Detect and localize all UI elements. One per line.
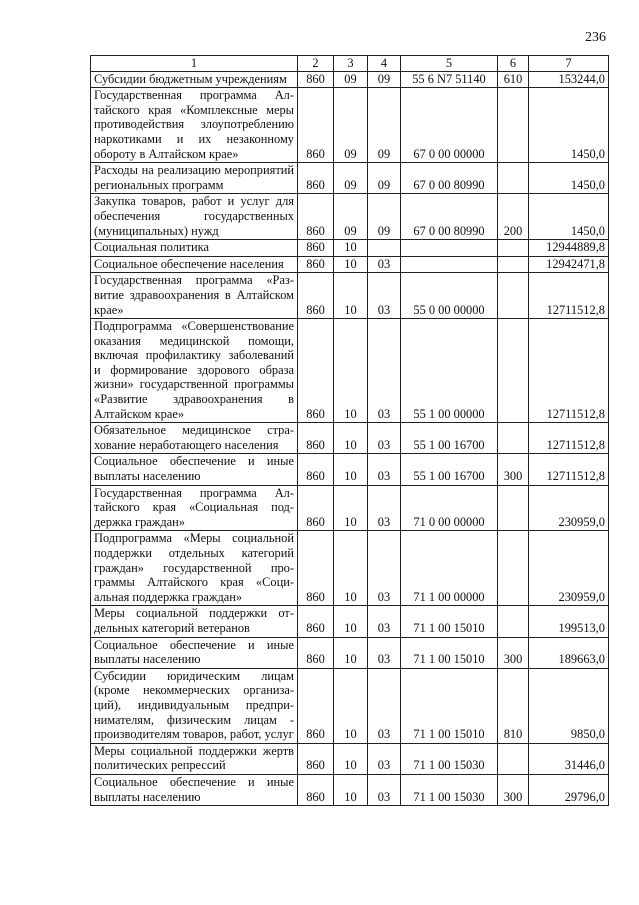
- column-header: 3: [334, 56, 368, 72]
- section-cell: 10: [334, 273, 368, 319]
- admin-code-cell: 860: [298, 319, 334, 423]
- amount-cell: 12944889,8: [529, 240, 609, 257]
- expense-type-cell: [498, 606, 529, 637]
- target-article-cell: 67 0 00 80990: [401, 194, 498, 240]
- section-cell: 10: [334, 743, 368, 774]
- item-name-cell: Социальное обеспечение населения: [91, 256, 298, 273]
- target-article-cell: 71 1 00 15030: [401, 774, 498, 805]
- table-row: [91, 454, 609, 485]
- admin-code-cell: 860: [298, 531, 334, 606]
- target-article-cell: 71 1 00 15010: [401, 606, 498, 637]
- subsection-cell: 03: [368, 637, 401, 668]
- expense-type-cell: [498, 531, 529, 606]
- table-row: [91, 637, 609, 668]
- admin-code-cell: 860: [298, 668, 334, 743]
- expense-type-cell: [498, 256, 529, 273]
- item-name-cell: Обязательное медицинское страхование неработающего населения: [91, 423, 298, 454]
- amount-cell: 9850,0: [529, 668, 609, 743]
- amount-cell: 230959,0: [529, 531, 609, 606]
- target-article-cell: 71 1 00 15010: [401, 637, 498, 668]
- subsection-cell: 03: [368, 531, 401, 606]
- section-cell: 09: [334, 88, 368, 163]
- target-article-cell: 67 0 00 80990: [401, 163, 498, 194]
- item-name-cell: Расходы на реализацию мероприятий региональных программ: [91, 163, 298, 194]
- amount-cell: 12711512,8: [529, 319, 609, 423]
- admin-code-cell: 860: [298, 273, 334, 319]
- table-row: [91, 743, 609, 774]
- table-row: [91, 606, 609, 637]
- expense-type-cell: 300: [498, 637, 529, 668]
- admin-code-cell: 860: [298, 423, 334, 454]
- section-cell: 10: [334, 606, 368, 637]
- item-name-cell: Государственная программа «Развитие здравоохранения в Алтайском крае»: [91, 273, 298, 319]
- item-name-cell: Государственная программа Алтайского края «Комплексные меры противодействия злоупотреблению наркотиками и их незаконному обороту в Алтайском крае»: [91, 88, 298, 163]
- expense-type-cell: [498, 485, 529, 531]
- amount-cell: 1450,0: [529, 194, 609, 240]
- subsection-cell: 09: [368, 71, 401, 88]
- amount-cell: 1450,0: [529, 163, 609, 194]
- admin-code-cell: 860: [298, 637, 334, 668]
- item-name-cell: Социальное обеспечение и иные выплаты населению: [91, 637, 298, 668]
- expense-type-cell: [498, 240, 529, 257]
- column-header: 4: [368, 56, 401, 72]
- column-header: 6: [498, 56, 529, 72]
- target-article-cell: 55 1 00 16700: [401, 423, 498, 454]
- column-header: 1: [91, 56, 298, 72]
- section-cell: 09: [334, 71, 368, 88]
- item-name-cell: Социальное обеспечение и иные выплаты населению: [91, 454, 298, 485]
- expense-type-cell: 610: [498, 71, 529, 88]
- expense-type-cell: 300: [498, 454, 529, 485]
- table-row: [91, 485, 609, 531]
- table-row: [91, 319, 609, 423]
- target-article-cell: 55 6 N7 51140: [401, 71, 498, 88]
- amount-cell: 12942471,8: [529, 256, 609, 273]
- column-header: 5: [401, 56, 498, 72]
- page-number: 236: [585, 30, 606, 45]
- target-article-cell: 55 1 00 16700: [401, 454, 498, 485]
- item-name-cell: Социальная политика: [91, 240, 298, 257]
- table-row: [91, 256, 609, 273]
- admin-code-cell: 860: [298, 163, 334, 194]
- table-row: [91, 194, 609, 240]
- section-cell: 10: [334, 240, 368, 257]
- item-name-cell: Подпрограмма «Совершенствование оказания медицинской помощи, включая профилактику заболеваний и формирование здорового образа жизни» государственной программы «Развитие здравоохранения в Алтайском крае»: [91, 319, 298, 423]
- expense-type-cell: [498, 88, 529, 163]
- subsection-cell: 09: [368, 194, 401, 240]
- target-article-cell: [401, 256, 498, 273]
- target-article-cell: 71 1 00 15030: [401, 743, 498, 774]
- admin-code-cell: 860: [298, 240, 334, 257]
- section-cell: 09: [334, 163, 368, 194]
- section-cell: 10: [334, 319, 368, 423]
- admin-code-cell: 860: [298, 71, 334, 88]
- amount-cell: 12711512,8: [529, 423, 609, 454]
- section-cell: 10: [334, 531, 368, 606]
- section-cell: 10: [334, 454, 368, 485]
- subsection-cell: 09: [368, 88, 401, 163]
- item-name-cell: Подпрограмма «Меры социальной поддержки отдельных категорий граждан» государственной программы Алтайского края «Социальная поддержка граждан»: [91, 531, 298, 606]
- table-row: [91, 774, 609, 805]
- admin-code-cell: 860: [298, 743, 334, 774]
- table-row: [91, 273, 609, 319]
- subsection-cell: 03: [368, 319, 401, 423]
- subsection-cell: 03: [368, 273, 401, 319]
- subsection-cell: 03: [368, 774, 401, 805]
- table-row: [91, 423, 609, 454]
- item-name-cell: Закупка товаров, работ и услуг для обеспечения государственных (муниципальных) нужд: [91, 194, 298, 240]
- target-article-cell: 71 1 00 15010: [401, 668, 498, 743]
- subsection-cell: 03: [368, 454, 401, 485]
- section-cell: 10: [334, 423, 368, 454]
- admin-code-cell: 860: [298, 454, 334, 485]
- target-article-cell: 71 1 00 00000: [401, 531, 498, 606]
- target-article-cell: 55 1 00 00000: [401, 319, 498, 423]
- item-name-cell: Субсидии юридическим лицам (кроме некоммерческих организаций), индивидуальным предпринимателям, физическим лицам - производителям товаров, работ, услуг: [91, 668, 298, 743]
- subsection-cell: 03: [368, 743, 401, 774]
- amount-cell: 29796,0: [529, 774, 609, 805]
- target-article-cell: 55 0 00 00000: [401, 273, 498, 319]
- subsection-cell: 09: [368, 163, 401, 194]
- item-name-cell: Субсидии бюджетным учреждениям: [91, 71, 298, 88]
- subsection-cell: 03: [368, 485, 401, 531]
- section-cell: 10: [334, 774, 368, 805]
- item-name-cell: Меры социальной поддержки отдельных категорий ветеранов: [91, 606, 298, 637]
- column-header: 7: [529, 56, 609, 72]
- budget-table: [90, 55, 609, 806]
- amount-cell: 12711512,8: [529, 273, 609, 319]
- amount-cell: 189663,0: [529, 637, 609, 668]
- subsection-cell: 03: [368, 606, 401, 637]
- table-row: [91, 163, 609, 194]
- expense-type-cell: [498, 273, 529, 319]
- table-row: [91, 88, 609, 163]
- table-row: [91, 531, 609, 606]
- admin-code-cell: 860: [298, 256, 334, 273]
- amount-cell: 31446,0: [529, 743, 609, 774]
- subsection-cell: 03: [368, 423, 401, 454]
- admin-code-cell: 860: [298, 485, 334, 531]
- target-article-cell: 71 0 00 00000: [401, 485, 498, 531]
- section-cell: 10: [334, 668, 368, 743]
- amount-cell: 199513,0: [529, 606, 609, 637]
- admin-code-cell: 860: [298, 774, 334, 805]
- section-cell: 09: [334, 194, 368, 240]
- expense-type-cell: [498, 743, 529, 774]
- subsection-cell: [368, 240, 401, 257]
- subsection-cell: 03: [368, 668, 401, 743]
- expense-type-cell: [498, 423, 529, 454]
- section-cell: 10: [334, 256, 368, 273]
- amount-cell: 12711512,8: [529, 454, 609, 485]
- table-row: [91, 240, 609, 257]
- expense-type-cell: 200: [498, 194, 529, 240]
- expense-type-cell: [498, 163, 529, 194]
- amount-cell: 1450,0: [529, 88, 609, 163]
- amount-cell: 230959,0: [529, 485, 609, 531]
- item-name-cell: Государственная программа Алтайского края «Социальная поддержка граждан»: [91, 485, 298, 531]
- admin-code-cell: 860: [298, 194, 334, 240]
- item-name-cell: Меры социальной поддержки жертв политических репрессий: [91, 743, 298, 774]
- item-name-cell: Социальное обеспечение и иные выплаты населению: [91, 774, 298, 805]
- table-row: [91, 71, 609, 88]
- subsection-cell: 03: [368, 256, 401, 273]
- table-body: [91, 71, 609, 806]
- column-header: 2: [298, 56, 334, 72]
- expense-type-cell: 300: [498, 774, 529, 805]
- table-row: [91, 668, 609, 743]
- admin-code-cell: 860: [298, 606, 334, 637]
- target-article-cell: [401, 240, 498, 257]
- admin-code-cell: 860: [298, 88, 334, 163]
- expense-type-cell: 810: [498, 668, 529, 743]
- target-article-cell: 67 0 00 00000: [401, 88, 498, 163]
- header-row: [91, 56, 609, 72]
- section-cell: 10: [334, 485, 368, 531]
- amount-cell: 153244,0: [529, 71, 609, 88]
- expense-type-cell: [498, 319, 529, 423]
- section-cell: 10: [334, 637, 368, 668]
